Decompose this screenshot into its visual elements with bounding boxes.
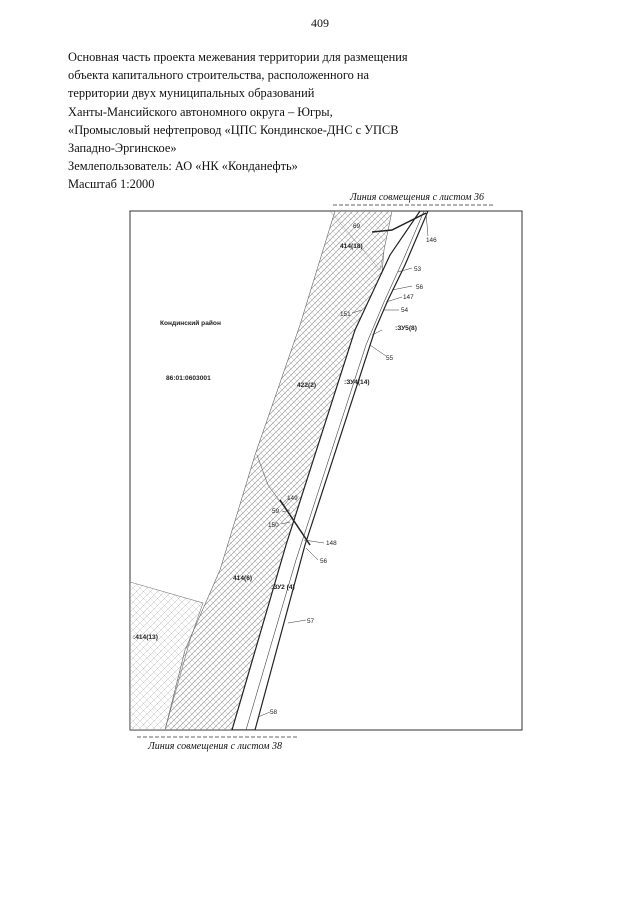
header-line: Ханты-Мансийского автономного округа – Югры, [68, 104, 333, 119]
point-label-69: 69 [353, 223, 361, 230]
join-line-bottom-label: Линия совмещения с листом 38 [148, 741, 283, 752]
point-label-150: 150 [268, 522, 279, 529]
page-number: 409 [311, 16, 329, 30]
point-label-56-top: 56 [416, 284, 424, 291]
point-label-146: 146 [426, 237, 437, 244]
header-line: объекта капитального строительства, расположенного на [68, 68, 370, 83]
parcel-label-zu2-4: :ЗУ2 (4) [271, 584, 295, 591]
point-label-55: 55 [386, 355, 394, 362]
parcel-label-zu5-8: :ЗУ5(8) [395, 325, 417, 332]
point-label-57: 57 [307, 618, 315, 625]
point-label-149: 149 [287, 495, 298, 502]
point-label-56: 56 [320, 558, 328, 565]
parcel-label-414-18: 414(18) [340, 243, 363, 250]
district-label: Кондинский район [160, 320, 221, 327]
point-label-147: 147 [403, 294, 414, 301]
join-line-top-label: Линия совмещения с листом 36 [350, 192, 485, 203]
point-label-59: 59 [272, 508, 280, 515]
land-user-line: Землепользователь: АО «НК «Конданефть» [68, 159, 298, 174]
parcel-label-zu4-14: :ЗУ4(14) [344, 379, 370, 386]
header-line: Западно-Эргинское» [68, 141, 177, 156]
point-label-53: 53 [414, 266, 422, 273]
quarter-number-label: 86:01:0603001 [166, 375, 211, 382]
point-label-148: 148 [326, 540, 337, 547]
scale-line: Масштаб 1:2000 [68, 177, 155, 192]
point-label-54: 54 [401, 307, 409, 314]
point-label-151: 151 [340, 311, 351, 318]
parcel-label-414-13: :414(13) [133, 634, 158, 641]
header-line: «Промысловый нефтепровод «ЦПС Кондинское-ДНС с УПСВ [68, 122, 399, 137]
header-line: Основная часть проекта межевания территории для размещения [68, 50, 408, 64]
point-label-58: 58 [270, 709, 278, 716]
header-line: территории двух муниципальных образований [68, 86, 315, 101]
parcel-label-422-2: 422(2) [297, 382, 317, 389]
parcel-label-414-6: 414(6) [233, 575, 253, 582]
